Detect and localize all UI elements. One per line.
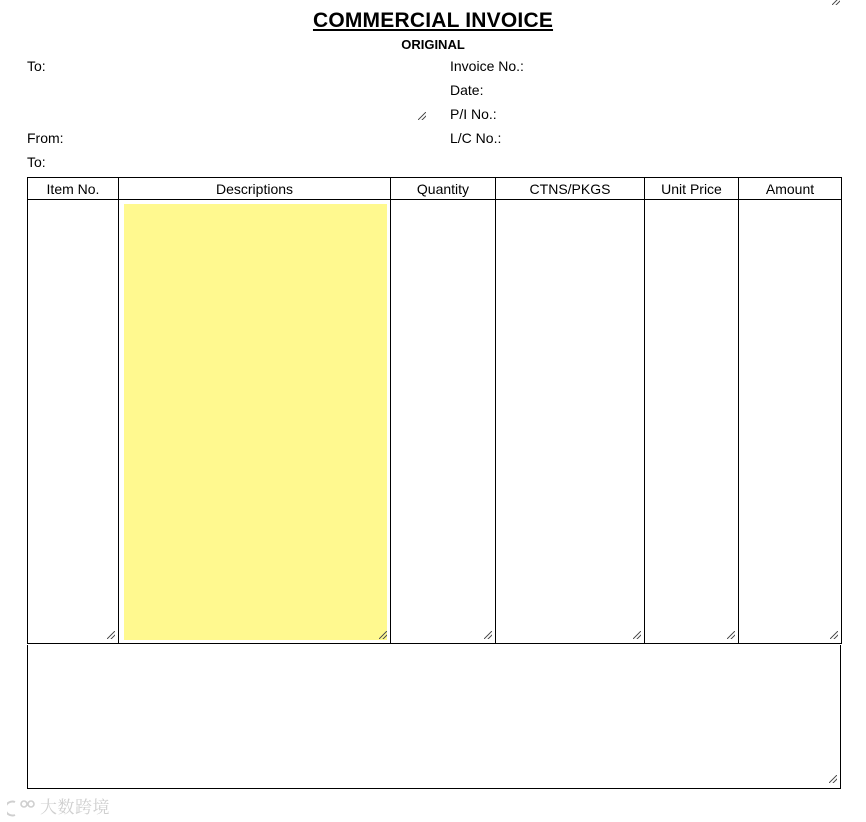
item-no-cell bbox=[28, 200, 119, 644]
column-header-item-no: Item No. bbox=[28, 178, 119, 200]
descriptions-resize-icon[interactable] bbox=[379, 631, 387, 639]
date-label: Date: bbox=[450, 82, 484, 98]
ctns-pkgs-cell bbox=[496, 200, 645, 644]
descriptions-field[interactable] bbox=[124, 204, 387, 640]
remarks-resize-icon[interactable] bbox=[829, 775, 837, 783]
to-address-field[interactable] bbox=[75, 56, 428, 122]
quantity-resize-icon[interactable] bbox=[484, 631, 492, 639]
unit-price-field[interactable] bbox=[648, 203, 735, 640]
amount-cell bbox=[739, 200, 842, 644]
invoice-no-label: Invoice No.: bbox=[450, 58, 524, 74]
table-row bbox=[28, 200, 842, 644]
to-address-resize-icon[interactable] bbox=[418, 112, 426, 120]
amount-resize-icon[interactable] bbox=[830, 631, 838, 639]
ctns-pkgs-field[interactable] bbox=[499, 203, 641, 640]
quantity-cell bbox=[391, 200, 496, 644]
remarks-field[interactable] bbox=[27, 645, 841, 789]
ctns-pkgs-resize-icon[interactable] bbox=[633, 631, 641, 639]
column-header-ctns-pkgs: CTNS/PKGS bbox=[496, 178, 645, 200]
invoice-items-table bbox=[27, 177, 842, 644]
table-header-row bbox=[28, 178, 842, 200]
column-header-unit-price: Unit Price bbox=[645, 178, 739, 200]
item-no-resize-icon[interactable] bbox=[107, 631, 115, 639]
column-header-amount: Amount bbox=[739, 178, 842, 200]
amount-field[interactable] bbox=[742, 203, 838, 640]
column-header-descriptions: Descriptions bbox=[119, 178, 391, 200]
pi-no-label: P/I No.: bbox=[450, 106, 497, 122]
unit-price-cell bbox=[645, 200, 739, 644]
quantity-field[interactable] bbox=[394, 203, 492, 640]
column-header-quantity: Quantity bbox=[391, 178, 496, 200]
document-title: COMMERCIAL INVOICE bbox=[312, 9, 554, 32]
from-label: From: bbox=[27, 130, 64, 146]
document-subtitle: ORIGINAL bbox=[401, 37, 465, 52]
watermark bbox=[7, 793, 110, 818]
to-label: To: bbox=[27, 58, 46, 74]
watermark-text: 大数跨境 bbox=[40, 798, 110, 818]
page-resize-handle[interactable] bbox=[832, 0, 840, 5]
lc-no-label: L/C No.: bbox=[450, 130, 502, 146]
watermark-logo-icon bbox=[7, 798, 37, 818]
item-no-field[interactable] bbox=[31, 203, 115, 640]
unit-price-resize-icon[interactable] bbox=[727, 631, 735, 639]
to-secondary-label: To: bbox=[27, 154, 46, 170]
descriptions-cell bbox=[119, 200, 391, 644]
